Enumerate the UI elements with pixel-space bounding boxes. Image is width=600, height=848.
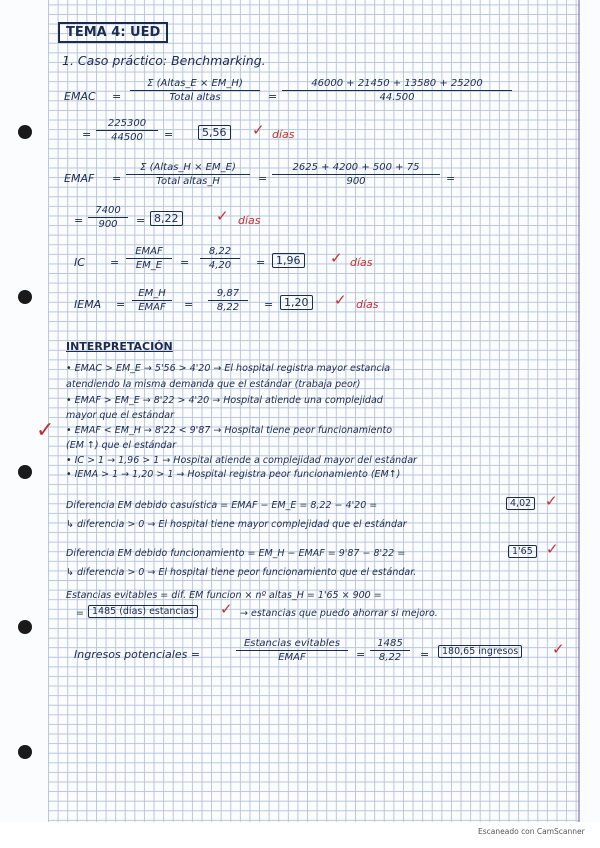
emaf-label: EMAF	[64, 172, 95, 185]
equals-sign: =	[112, 172, 122, 185]
ic-values-num: 8,22	[200, 246, 240, 259]
equals-sign: =	[256, 256, 266, 269]
emaf-formula	[126, 162, 250, 187]
iema-values	[208, 288, 248, 313]
punch-hole	[18, 465, 32, 479]
ic-formula-den: EM_E	[135, 260, 163, 271]
scanner-watermark: Escaneado con CamScanner	[478, 827, 585, 836]
ic-values-den: 4,20	[208, 260, 232, 271]
ingresos-formula-num: Estancias evitables	[236, 638, 348, 651]
equals-sign: =	[74, 214, 84, 227]
emac-step	[96, 118, 158, 143]
diferencia-funcionamiento-note: ↳ diferencia > 0 → El hospital tiene peor funcionamiento que el estándar.	[66, 567, 417, 578]
emac-unit: días	[272, 128, 295, 141]
diferencia-casuistica-result: 4,02	[506, 497, 535, 510]
interpretacion-line: • EMAF > EM_E → 8'22 > 4'20 → Hospital atiende una complejidad	[66, 395, 383, 406]
emaf-result: 8,22	[150, 211, 183, 226]
emac-formula-den: Total altas	[169, 92, 221, 103]
interpretacion-line: • EMAF < EM_H → 8'22 < 9'87 → Hospital tiene peor funcionamiento	[66, 425, 393, 436]
iema-values-num: 9,87	[208, 288, 248, 301]
check-mark: ✓	[546, 540, 559, 558]
emac-expanded	[282, 78, 512, 103]
interpretacion-line: • EMAC > EM_E → 5'56 > 4'20 → El hospital registra mayor estancia	[66, 363, 391, 374]
iema-formula-num: EM_H	[132, 288, 172, 301]
interpretacion-line: • IC > 1 → 1,96 > 1 → Hospital atiende a complejidad mayor del estándar	[66, 455, 417, 466]
interpretacion-heading: INTERPRETACIÓN	[66, 340, 173, 353]
iema-unit: días	[356, 298, 379, 311]
right-margin	[580, 0, 600, 848]
equals-sign: =	[420, 648, 430, 661]
emaf-expanded-num: 2625 + 4200 + 500 + 75	[272, 162, 440, 175]
emaf-step-den: 900	[98, 219, 118, 230]
diferencia-funcionamiento-result: 1'65	[508, 545, 537, 558]
equals-sign: =	[356, 648, 366, 661]
equals-sign: =	[264, 298, 274, 311]
equals-sign: =	[180, 256, 190, 269]
emaf-unit: días	[238, 214, 261, 227]
page-title: TEMA 4: UED	[58, 22, 168, 43]
equals-sign: =	[268, 90, 278, 103]
ic-values	[200, 246, 240, 271]
check-mark: ✓	[545, 492, 558, 510]
equals-sign: =	[446, 172, 456, 185]
equals-sign: =	[110, 256, 120, 269]
punch-hole	[18, 745, 32, 759]
ingresos-label: Ingresos potenciales =	[74, 648, 201, 661]
punch-hole	[18, 620, 32, 634]
equals-sign: =	[112, 90, 122, 103]
interpretacion-line: atendiendo la misma demanda que el estándar (trabaja peor)	[66, 379, 361, 390]
equals-sign: =	[76, 608, 84, 619]
margin-line	[578, 0, 580, 848]
equals-sign: =	[164, 128, 174, 141]
equals-sign: =	[184, 298, 194, 311]
emac-step-num: 225300	[96, 118, 158, 131]
ingresos-formula	[236, 638, 348, 663]
emaf-step-num: 7400	[88, 205, 128, 218]
emaf-expanded-den: 900	[346, 176, 366, 187]
ic-formula	[126, 246, 172, 271]
estancias-evitables: Estancias evitables = dif. EM funcion × nº altas_H = 1'65 × 900 =	[66, 590, 382, 601]
emaf-step	[88, 205, 128, 230]
equals-sign: =	[116, 298, 126, 311]
punch-hole	[18, 125, 32, 139]
equals-sign: =	[82, 128, 92, 141]
interpretacion-line: • IEMA > 1 → 1,20 > 1 → Hospital registra peor funcionamiento (EM↑)	[66, 469, 401, 480]
interpretacion-line: (EM ↑) que el estándar	[66, 440, 177, 451]
emac-label: EMAC	[64, 90, 96, 103]
ingresos-values-num: 1485	[370, 638, 410, 651]
check-mark: ✓	[334, 291, 347, 309]
iema-formula-den: EMAF	[138, 302, 166, 313]
ingresos-formula-den: EMAF	[278, 652, 306, 663]
iema-result: 1,20	[280, 295, 313, 310]
iema-values-den: 8,22	[216, 302, 240, 313]
emac-step-den: 44500	[111, 132, 143, 143]
iema-formula	[132, 288, 172, 313]
check-mark: ✓	[330, 249, 343, 267]
diferencia-funcionamiento: Diferencia EM debido funcionamiento = EM_H − EMAF = 9'87 − 8'22 =	[66, 548, 406, 559]
ic-label: IC	[74, 256, 85, 269]
ic-result: 1,96	[272, 253, 305, 268]
emaf-expanded	[272, 162, 440, 187]
ingresos-values	[370, 638, 410, 663]
iema-label: IEMA	[74, 298, 102, 311]
emac-expanded-den: 44.500	[379, 92, 415, 103]
diferencia-casuistica: Diferencia EM debido casuística = EMAF − EM_E = 8,22 − 4'20 =	[66, 500, 378, 511]
punch-hole	[18, 290, 32, 304]
emaf-formula-den: Total altas_H	[156, 176, 220, 187]
emac-formula-num: Σ (Altas_E × EM_H)	[130, 78, 260, 91]
ic-unit: días	[350, 256, 373, 269]
interpretacion-line: mayor que el estándar	[66, 410, 174, 421]
check-mark: ✓	[252, 121, 265, 139]
estancias-result: 1485 (días) estancias	[88, 605, 198, 618]
diferencia-casuistica-note: ↳ diferencia > 0 → El hospital tiene mayor complejidad que el estándar	[66, 519, 407, 530]
margin-check-mark: ✓	[36, 418, 55, 443]
equals-sign: =	[136, 214, 146, 227]
ingresos-result: 180,65 ingresos	[438, 645, 522, 658]
estancias-note: → estancias que puedo ahorrar si mejoro.	[240, 608, 438, 619]
section-heading: 1. Caso práctico: Benchmarking.	[62, 53, 266, 68]
check-mark: ✓	[216, 207, 229, 225]
emaf-formula-num: Σ (Altas_H × EM_E)	[126, 162, 250, 175]
ic-formula-num: EMAF	[126, 246, 172, 259]
ingresos-values-den: 8,22	[378, 652, 402, 663]
emac-formula	[130, 78, 260, 103]
emac-expanded-num: 46000 + 21450 + 13580 + 25200	[282, 78, 512, 91]
check-mark: ✓	[552, 640, 565, 658]
equals-sign: =	[258, 172, 268, 185]
check-mark: ✓	[220, 600, 233, 618]
emac-result: 5,56	[198, 125, 231, 140]
